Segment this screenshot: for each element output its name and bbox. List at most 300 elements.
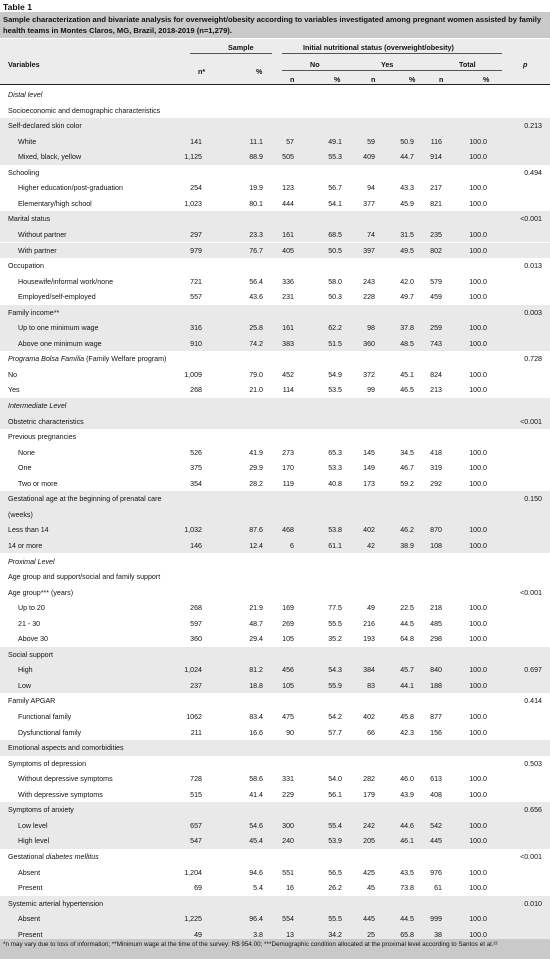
row-label: Yes	[8, 386, 20, 395]
row-label: 14 or more	[8, 541, 43, 550]
table-label: Table 1	[3, 2, 32, 12]
group-row	[0, 211, 550, 227]
cell-total-pct: 100.0	[469, 277, 487, 286]
row-label: Up to one minimum wage	[18, 324, 99, 333]
cell-sample-pct: 87.6	[249, 526, 263, 535]
cell-total-pct: 100.0	[469, 635, 487, 644]
cell-sample-n: 268	[190, 386, 202, 395]
cell-no-n: 123	[282, 184, 294, 193]
cell-sample-n: 728	[190, 775, 202, 784]
cell-yes-n: 42	[367, 541, 375, 550]
cell-yes-n: 74	[367, 230, 375, 239]
cell-total-pct: 100.0	[469, 339, 487, 348]
cell-sample-n: 211	[190, 728, 202, 737]
table-row	[0, 289, 550, 305]
row-label: Symptoms of anxiety	[8, 806, 74, 815]
cell-no-n: 105	[282, 635, 294, 644]
cell-no-n: 231	[282, 293, 294, 302]
header-rule-sample	[190, 53, 272, 54]
group-row	[0, 118, 550, 134]
cell-total-n: 999	[430, 915, 442, 924]
cell-total-n: 156	[430, 728, 442, 737]
cell-no-pct: 55.5	[328, 915, 342, 924]
cell-no-n: 475	[282, 713, 294, 721]
cell-yes-pct: 31.5	[400, 230, 414, 239]
cell-total-pct: 100.0	[469, 370, 487, 379]
cell-total-pct: 100.0	[469, 526, 487, 535]
table-row	[0, 616, 550, 632]
table-row	[0, 880, 550, 896]
cell-no-pct: 61.1	[328, 541, 342, 550]
cell-total-pct: 100.0	[469, 790, 487, 799]
header-rule-subgroups	[282, 70, 502, 71]
table-row	[0, 180, 550, 196]
cell-total-pct: 100.0	[469, 884, 487, 893]
row-label: Present	[18, 930, 43, 939]
cell-total-pct: 100.0	[469, 153, 487, 162]
header-sample: Sample	[228, 43, 254, 52]
cell-yes-pct: 42.3	[400, 728, 414, 737]
cell-total-n: 579	[430, 277, 442, 286]
cell-sample-pct: 19.9	[249, 184, 263, 193]
cell-no-pct: 58.0	[328, 277, 342, 286]
cell-total-pct: 100.0	[469, 915, 487, 924]
row-label: Systemic arterial hypertension	[8, 899, 104, 908]
row-label: Above one minimum wage	[18, 339, 102, 348]
cell-yes-n: 145	[363, 448, 375, 457]
cell-sample-n: 979	[190, 246, 202, 255]
cell-p-value: 0.150	[524, 495, 542, 504]
cell-no-n: 13	[286, 930, 294, 939]
cell-no-n: 161	[282, 324, 294, 333]
cell-yes-n: 402	[363, 713, 375, 721]
row-label: Gestational age at the beginning of prenatal care	[8, 495, 162, 504]
cell-sample-n: 515	[190, 790, 202, 799]
cell-no-n: 6	[290, 541, 294, 550]
cell-total-pct: 100.0	[469, 293, 487, 302]
row-label: Gestational diabetes mellitus	[8, 852, 99, 861]
cell-no-n: 16	[286, 884, 294, 893]
row-label: Elementary/high school	[18, 199, 92, 208]
cell-yes-n: 377	[363, 199, 375, 208]
cell-yes-n: 409	[363, 153, 375, 162]
cell-total-n: 108	[430, 541, 442, 550]
row-label: Intermediate Level	[8, 402, 67, 410]
row-label: Up to 20	[18, 604, 45, 613]
table-row	[0, 367, 550, 383]
cell-total-pct: 100.0	[469, 246, 487, 255]
cell-sample-pct: 81.2	[249, 666, 263, 675]
row-label: Dysfunctional family	[18, 728, 82, 737]
group-row	[0, 693, 550, 709]
cell-total-n: 459	[430, 293, 442, 302]
cell-sample-pct: 29.9	[249, 464, 263, 473]
cell-no-pct: 50.5	[328, 246, 342, 255]
row-label: Absent	[18, 868, 41, 877]
group-row	[0, 305, 550, 321]
row-label: 21 - 30	[18, 619, 41, 628]
cell-sample-n: 316	[190, 324, 202, 333]
table-row	[0, 149, 550, 165]
cell-total-pct: 100.0	[469, 713, 487, 721]
cell-sample-pct: 96.4	[249, 915, 263, 924]
header-no: No	[310, 60, 320, 69]
cell-sample-pct: 76.7	[249, 246, 263, 255]
table-row	[0, 600, 550, 616]
cell-total-n: 116	[430, 137, 442, 146]
cell-total-pct: 100.0	[469, 775, 487, 784]
cell-sample-pct: 11.1	[249, 137, 263, 146]
row-label: Emotional aspects and comorbidities	[8, 744, 124, 753]
cell-total-n: 218	[430, 604, 442, 613]
cell-sample-pct: 28.2	[249, 479, 263, 488]
cell-no-n: 90	[286, 728, 294, 737]
header-yes: Yes	[381, 60, 394, 69]
row-label-continued: (weeks)	[8, 510, 33, 519]
table-row	[0, 134, 550, 150]
header-no-pct: %	[334, 75, 341, 84]
cell-sample-n: 721	[190, 277, 202, 286]
cell-yes-n: 282	[363, 775, 375, 784]
cell-no-n: 405	[282, 246, 294, 255]
cell-yes-pct: 38.9	[400, 541, 414, 550]
cell-no-pct: 65.3	[328, 448, 342, 457]
cell-no-pct: 53.5	[328, 386, 342, 395]
cell-total-pct: 100.0	[469, 324, 487, 333]
header-variables: Variables	[8, 60, 40, 69]
cell-total-n: 217	[430, 184, 442, 193]
cell-no-n: 468	[282, 526, 294, 535]
table-row	[0, 538, 550, 554]
row-label: Schooling	[8, 168, 40, 177]
cell-total-pct: 100.0	[469, 199, 487, 208]
group-row	[0, 647, 550, 663]
table-row	[0, 382, 550, 398]
cell-yes-n: 98	[367, 324, 375, 333]
table-row	[0, 336, 550, 352]
row-label: Low	[18, 681, 32, 690]
cell-sample-pct: 25.8	[249, 324, 263, 333]
cell-p-value: 0.728	[524, 355, 542, 364]
cell-total-pct: 100.0	[469, 837, 487, 846]
cell-sample-pct: 41.9	[249, 448, 263, 457]
cell-no-n: 105	[282, 681, 294, 690]
cell-sample-pct: 58.6	[249, 775, 263, 784]
cell-no-pct: 40.8	[328, 479, 342, 488]
cell-no-pct: 57.7	[328, 728, 342, 737]
cell-no-pct: 55.3	[328, 153, 342, 162]
group-row	[0, 429, 550, 445]
header-yes-n: n	[371, 75, 376, 84]
cell-no-pct: 56.5	[328, 868, 342, 877]
cell-p-value: 0.697	[524, 666, 542, 675]
cell-yes-pct: 37.8	[400, 324, 414, 333]
cell-yes-pct: 59.2	[400, 479, 414, 488]
table-row	[0, 274, 550, 290]
row-label: Occupation	[8, 262, 44, 271]
cell-sample-pct: 79.0	[249, 370, 263, 379]
row-label: Low level	[18, 821, 48, 830]
row-label: Without depressive symptoms	[18, 775, 113, 784]
table-row	[0, 445, 550, 461]
cell-sample-n: 1062	[186, 713, 202, 721]
cell-yes-n: 83	[367, 681, 375, 690]
table-caption: Sample characterization and bivariate analysis for overweight/obesity according to variables investigated among pregnant women assisted by family health teams in Montes Claros, MG, Brazil, 2018-2019 (n=1,279).	[0, 12, 550, 38]
cell-total-pct: 100.0	[469, 666, 487, 675]
header-total-n: n	[439, 75, 444, 84]
header-no-n: n	[290, 75, 295, 84]
cell-total-n: 418	[430, 448, 442, 457]
table-row	[0, 476, 550, 492]
cell-total-pct: 100.0	[469, 541, 487, 550]
cell-sample-pct: 80.1	[249, 199, 263, 208]
cell-yes-pct: 49.5	[400, 246, 414, 255]
cell-no-n: 229	[282, 790, 294, 799]
cell-total-pct: 100.0	[469, 386, 487, 395]
cell-total-n: 824	[430, 370, 442, 379]
cell-sample-pct: 41.4	[249, 790, 263, 799]
cell-no-n: 57	[286, 137, 294, 146]
cell-no-n: 383	[282, 339, 294, 348]
row-label: Previous pregnancies	[8, 433, 77, 442]
header-initial-status: Initial nutritional status (overweight/obesity)	[303, 43, 454, 52]
cell-total-n: 802	[430, 246, 442, 255]
table-row	[0, 522, 550, 538]
cell-yes-n: 173	[363, 479, 375, 488]
group-row	[0, 849, 550, 865]
cell-total-n: 542	[430, 821, 442, 830]
cell-yes-pct: 34.5	[400, 448, 414, 457]
cell-total-pct: 100.0	[469, 681, 487, 690]
cell-sample-pct: 45.4	[249, 837, 263, 846]
cell-sample-n: 1,225	[184, 915, 202, 924]
row-label: Programa Bolsa Família (Family Welfare program)	[8, 355, 167, 364]
cell-total-pct: 100.0	[469, 184, 487, 193]
cell-no-n: 169	[282, 604, 294, 613]
cell-no-n: 505	[282, 153, 294, 162]
cell-sample-pct: 29.4	[249, 635, 263, 644]
cell-yes-pct: 44.7	[400, 153, 414, 162]
cell-no-pct: 55.9	[328, 681, 342, 690]
cell-yes-pct: 43.5	[400, 868, 414, 877]
cell-sample-pct: 74.2	[249, 339, 263, 348]
cell-yes-pct: 42.0	[400, 277, 414, 286]
cell-sample-pct: 56.4	[249, 277, 263, 286]
row-label: Above 30	[18, 635, 48, 644]
row-label: Mixed, black, yellow	[18, 153, 82, 162]
cell-yes-n: 179	[363, 790, 375, 799]
cell-sample-pct: 18.8	[249, 681, 263, 690]
cell-sample-pct: 48.7	[249, 619, 263, 628]
cell-no-pct: 55.5	[328, 619, 342, 628]
cell-yes-n: 193	[363, 635, 375, 644]
cell-yes-pct: 22.5	[400, 604, 414, 613]
cell-no-n: 551	[282, 868, 294, 877]
cell-yes-n: 149	[363, 464, 375, 473]
cell-sample-pct: 16.6	[249, 728, 263, 737]
cell-yes-n: 216	[363, 619, 375, 628]
header-p: p	[523, 60, 528, 69]
cell-p-value: <0.001	[520, 215, 542, 224]
cell-yes-pct: 44.5	[400, 619, 414, 628]
cell-sample-n: 910	[190, 339, 202, 348]
group-row	[0, 491, 550, 522]
group-row	[0, 414, 550, 430]
group-row	[0, 896, 550, 912]
cell-sample-n: 297	[190, 230, 202, 239]
cell-total-n: 877	[430, 713, 442, 721]
cell-yes-n: 94	[367, 184, 375, 193]
cell-total-n: 743	[430, 339, 442, 348]
row-label: Without partner	[18, 230, 67, 239]
cell-no-pct: 62.2	[328, 324, 342, 333]
table-row	[0, 196, 550, 212]
cell-no-pct: 51.5	[328, 339, 342, 348]
cell-sample-pct: 23.3	[249, 230, 263, 239]
cell-yes-pct: 44.5	[400, 915, 414, 924]
group-row	[0, 802, 550, 818]
header-total: Total	[459, 60, 476, 69]
row-label: Housewife/informal work/none	[18, 277, 114, 286]
cell-sample-n: 1,032	[184, 526, 202, 535]
cell-yes-pct: 48.5	[400, 339, 414, 348]
cell-sample-n: 1,024	[184, 666, 202, 675]
cell-no-pct: 26.2	[328, 884, 342, 893]
group-row	[0, 756, 550, 772]
group-row	[0, 165, 550, 181]
cell-sample-n: 49	[194, 930, 202, 939]
group-row	[0, 103, 550, 119]
row-label: One	[18, 464, 32, 473]
cell-sample-pct: 88.9	[249, 153, 263, 162]
row-label: Distal level	[8, 91, 43, 99]
cell-yes-n: 402	[363, 526, 375, 535]
table-row	[0, 662, 550, 678]
table-row	[0, 865, 550, 881]
cell-total-n: 914	[430, 153, 442, 162]
cell-no-pct: 56.7	[328, 184, 342, 193]
cell-no-pct: 54.2	[328, 713, 342, 721]
cell-sample-n: 146	[190, 541, 202, 550]
cell-yes-n: 425	[363, 868, 375, 877]
cell-total-n: 292	[430, 479, 442, 488]
cell-yes-n: 228	[363, 293, 375, 302]
cell-yes-pct: 46.1	[400, 837, 414, 846]
row-label: Employed/self-employed	[18, 293, 96, 302]
cell-total-n: 61	[434, 884, 442, 893]
cell-yes-pct: 45.7	[400, 666, 414, 675]
cell-no-pct: 53.9	[328, 837, 342, 846]
cell-sample-n: 268	[190, 604, 202, 613]
cell-no-n: 170	[282, 464, 294, 473]
row-label: Marital status	[8, 215, 51, 224]
cell-p-value: 0.010	[524, 899, 542, 908]
row-label: Proximal Level	[8, 557, 55, 566]
cell-total-pct: 100.0	[469, 448, 487, 457]
cell-no-pct: 77.5	[328, 604, 342, 613]
cell-yes-pct: 73.8	[400, 884, 414, 893]
row-label: Socioeconomic and demographic characteristics	[8, 106, 161, 115]
cell-p-value: <0.001	[520, 417, 542, 426]
row-label: No	[8, 370, 18, 379]
row-label: Two or more	[18, 479, 58, 488]
cell-sample-n: 254	[190, 184, 202, 193]
section-row	[0, 398, 550, 414]
cell-yes-n: 66	[367, 728, 375, 737]
cell-total-pct: 100.0	[469, 821, 487, 830]
cell-total-n: 485	[430, 619, 442, 628]
cell-yes-pct: 45.8	[400, 713, 414, 721]
row-label: With depressive symptoms	[18, 790, 103, 799]
table-row	[0, 833, 550, 849]
cell-sample-n: 1,023	[184, 199, 202, 208]
row-label: Obstetric characteristics	[8, 417, 84, 426]
cell-sample-n: 657	[190, 821, 202, 830]
cell-total-n: 840	[430, 666, 442, 675]
group-row	[0, 740, 550, 756]
cell-yes-pct: 50.9	[400, 137, 414, 146]
cell-no-pct: 49.1	[328, 137, 342, 146]
cell-sample-n: 1,009	[184, 370, 202, 379]
row-label: None	[18, 448, 35, 457]
cell-total-n: 213	[430, 386, 442, 395]
table-row	[0, 911, 550, 927]
table-row	[0, 631, 550, 647]
cell-no-pct: 68.5	[328, 230, 342, 239]
cell-yes-n: 384	[363, 666, 375, 675]
cell-sample-pct: 83.4	[249, 713, 263, 721]
cell-total-pct: 100.0	[469, 479, 487, 488]
cell-total-pct: 100.0	[469, 137, 487, 146]
cell-total-n: 298	[430, 635, 442, 644]
cell-no-n: 554	[282, 915, 294, 924]
cell-no-n: 444	[282, 199, 294, 208]
cell-no-pct: 53.8	[328, 526, 342, 535]
cell-sample-n: 360	[190, 635, 202, 644]
cell-sample-n: 1,125	[184, 153, 202, 162]
table-header	[0, 39, 550, 85]
table-row	[0, 818, 550, 834]
cell-sample-n: 141	[190, 137, 202, 146]
cell-sample-n: 547	[190, 837, 202, 846]
cell-total-pct: 100.0	[469, 604, 487, 613]
cell-sample-pct: 5.4	[253, 884, 263, 893]
cell-total-n: 188	[430, 681, 442, 690]
cell-sample-n: 1,204	[184, 868, 202, 877]
cell-p-value: 0.656	[524, 806, 542, 815]
cell-p-value: <0.001	[520, 588, 542, 597]
cell-sample-n: 526	[190, 448, 202, 457]
header-total-pct: %	[483, 75, 490, 84]
cell-sample-pct: 12.4	[249, 541, 263, 550]
cell-no-n: 456	[282, 666, 294, 675]
cell-p-value: 0.414	[524, 697, 542, 706]
cell-yes-pct: 45.1	[400, 370, 414, 379]
cell-total-n: 408	[430, 790, 442, 799]
cell-no-n: 273	[282, 448, 294, 457]
cell-yes-pct: 43.9	[400, 790, 414, 799]
row-label: High level	[18, 837, 50, 846]
cell-yes-n: 25	[367, 930, 375, 939]
cell-p-value: 0.503	[524, 759, 542, 768]
cell-p-value: 0.003	[524, 308, 542, 317]
cell-total-n: 259	[430, 324, 442, 333]
cell-yes-n: 243	[363, 277, 375, 286]
table-row	[0, 678, 550, 694]
row-label: White	[18, 137, 37, 146]
table-row	[0, 725, 550, 741]
cell-yes-n: 205	[363, 837, 375, 846]
